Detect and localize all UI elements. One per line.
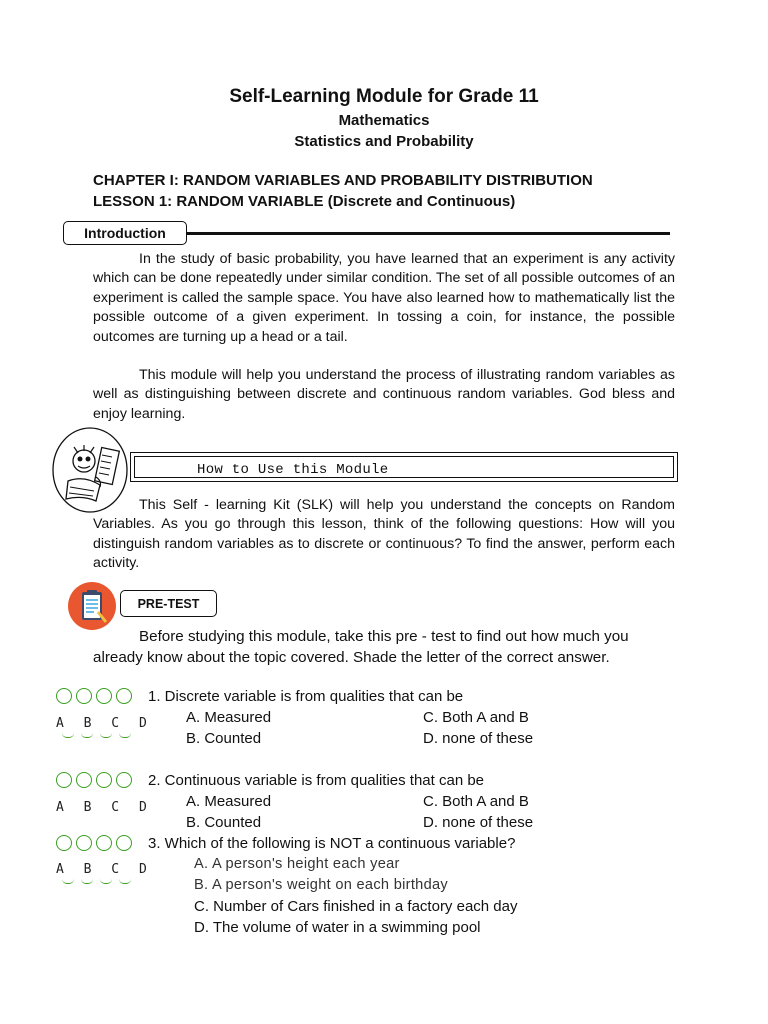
bubble-a[interactable]	[56, 772, 72, 788]
answer-bubbles-q2	[56, 772, 132, 788]
subject-title: Mathematics	[338, 112, 430, 129]
answer-letters-q2: A B C D	[56, 800, 153, 815]
introduction-divider	[187, 232, 670, 235]
bubble-c[interactable]	[96, 688, 112, 704]
bubble-b[interactable]	[76, 835, 92, 851]
question-1-option-c[interactable]: C. Both A and B	[423, 709, 529, 726]
how-to-use-text	[93, 496, 675, 574]
question-3-option-d[interactable]: D. The volume of water in a swimming pool	[194, 919, 481, 936]
question-2-option-a[interactable]: A. Measured	[186, 793, 272, 810]
module-title: Self-Learning Module for Grade 11	[229, 86, 539, 107]
bubble-b[interactable]	[76, 688, 92, 704]
answer-bubbles-q3	[56, 835, 132, 851]
question-2-option-c[interactable]: C. Both A and B	[423, 793, 529, 810]
answer-arcs-q1	[62, 733, 131, 738]
answer-arcs-q3	[62, 879, 131, 884]
question-1-option-d[interactable]: D. none of these	[423, 730, 534, 747]
bubble-d[interactable]	[116, 688, 132, 704]
introduction-text	[93, 250, 675, 347]
question-1-option-a[interactable]: A. Measured	[186, 709, 272, 726]
introduction-paragraph-2: This module will help you understand the process of illustrating random variables as well as distinguishing between discrete and continuous random variables. God bless and enjoy learning.	[93, 367, 675, 422]
bubble-a[interactable]	[56, 688, 72, 704]
pretest-label: PRE-TEST	[137, 596, 200, 611]
introduction-label: Introduction	[84, 225, 166, 241]
how-to-use-box	[130, 452, 678, 482]
how-to-use-paragraph: This Self - learning Kit (SLK) will help you understand the concepts on Random Variables. As you go through this lesson, think of the following questions: How will you distinguish random variables as to discrete or continuous? To find the answer, perform each activity.	[93, 497, 675, 572]
question-3-text: 3. Which of the following is NOT a continuous variable?	[148, 835, 516, 852]
question-3-option-c[interactable]: C. Number of Cars finished in a factory each day	[194, 898, 518, 915]
question-2-text: 2. Continuous variable is from qualities that can be	[148, 772, 485, 789]
question-1-text: 1. Discrete variable is from qualities that can be	[148, 688, 464, 705]
pretest-label-box	[120, 590, 217, 617]
answer-bubbles-q1	[56, 688, 132, 704]
lesson-heading: LESSON 1: RANDOM VARIABLE (Discrete and Continuous)	[93, 193, 516, 210]
answer-letters-q1: A B C D	[56, 716, 153, 731]
introduction-paragraph-1: In the study of basic probability, you have learned that an experiment is any activity which can be done repeatedly under similar condition. The set of all possible outcomes of an experiment is called the sample space. You have also learned how to mathematically list the possible outcome of a given experiment. In tossing a coin, for instance, the possible outcomes are turning up a head or a tail.	[93, 251, 675, 345]
bubble-d[interactable]	[116, 772, 132, 788]
question-2-option-d[interactable]: D. none of these	[423, 814, 534, 831]
clipboard-icon	[68, 582, 116, 630]
bubble-c[interactable]	[96, 835, 112, 851]
question-3-option-b[interactable]: B. A person's weight on each birthday	[194, 877, 449, 893]
question-3-option-a[interactable]: A. A person's height each year	[194, 856, 400, 872]
introduction-label-box	[63, 221, 187, 245]
question-2-option-b[interactable]: B. Counted	[186, 814, 262, 831]
bubble-d[interactable]	[116, 835, 132, 851]
answer-letters-q3: A B C D	[56, 862, 153, 877]
pretest-paragraph: Before studying this module, take this pre - test to find out how much you already know about the topic covered. Shade the letter of the correct answer.	[93, 628, 629, 666]
introduction-text-2	[93, 366, 675, 424]
pretest-instructions	[93, 626, 675, 668]
bubble-a[interactable]	[56, 835, 72, 851]
chapter-heading: CHAPTER I: RANDOM VARIABLES AND PROBABILITY DISTRIBUTION	[93, 172, 593, 189]
how-to-use-label: How to Use this Module	[197, 462, 389, 478]
course-title: Statistics and Probability	[294, 133, 474, 150]
bubble-b[interactable]	[76, 772, 92, 788]
question-1-option-b[interactable]: B. Counted	[186, 730, 262, 747]
bubble-c[interactable]	[96, 772, 112, 788]
